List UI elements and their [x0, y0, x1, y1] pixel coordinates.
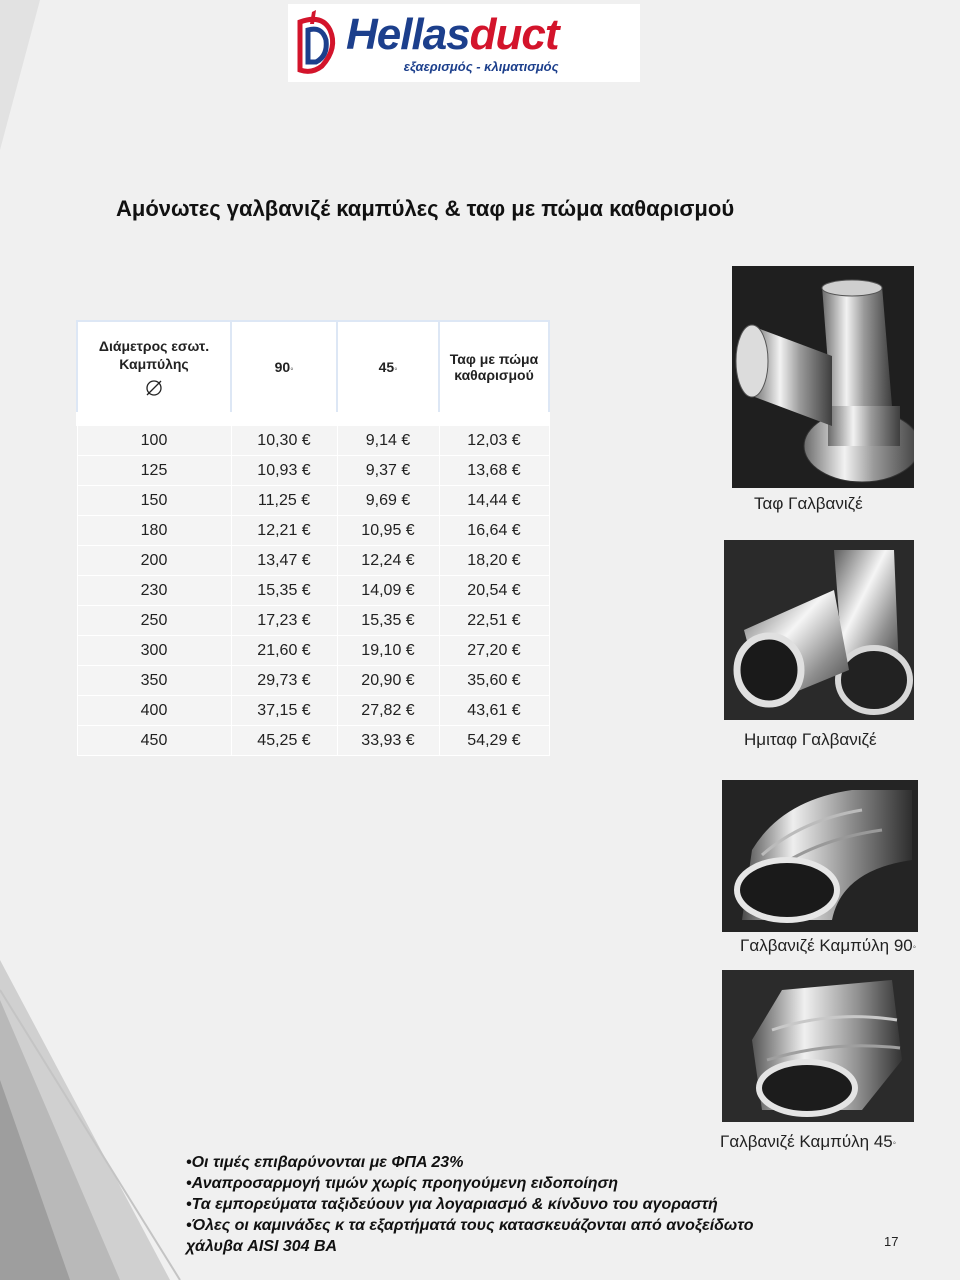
brand-tagline: εξαερισμός - κλιματισμός	[403, 58, 559, 74]
cell-price-tee: 27,20 €	[439, 636, 549, 666]
page-number: 17	[884, 1234, 899, 1249]
table-header-row	[77, 321, 549, 419]
note-item-continuation	[186, 1236, 826, 1257]
cell-price-90: 10,93 €	[231, 456, 337, 486]
price-table	[76, 320, 550, 756]
cell-diameter: 200	[77, 546, 231, 576]
cell-diameter: 400	[77, 696, 231, 726]
header-tee-line1: Ταφ με πώμα	[449, 351, 539, 367]
cell-price-90: 37,15 €	[231, 696, 337, 726]
note-text: χάλυβα AISI 304 BA	[186, 1238, 338, 1255]
cell-price-45: 20,90 €	[337, 666, 439, 696]
cell-diameter: 100	[77, 419, 231, 456]
caption-elbow-45-text: Γαλβανιζέ Καμπύλη 45	[720, 1132, 893, 1151]
cell-price-tee: 18,20 €	[439, 546, 549, 576]
cell-price-90: 29,73 €	[231, 666, 337, 696]
table-row	[77, 726, 549, 756]
header-tee	[439, 321, 549, 419]
caption-elbow-90-text: Γαλβανιζέ Καμπύλη 90	[740, 936, 913, 955]
cell-price-90: 12,21 €	[231, 516, 337, 546]
table-row	[77, 636, 549, 666]
cell-price-tee: 16,64 €	[439, 516, 549, 546]
cell-price-tee: 22,51 €	[439, 606, 549, 636]
note-text: Αναπροσαρμογή τιμών χωρίς προηγούμενη ειδοποίηση	[191, 1175, 618, 1192]
degree-mark: ◦	[912, 941, 916, 952]
logo-mark-icon	[292, 8, 344, 78]
note-text: Όλες οι καμινάδες κ τα εξαρτήματά τους κατασκευάζονται από ανοξείδωτο	[191, 1217, 754, 1234]
table-row	[77, 486, 549, 516]
header-diameter-line1: Διάμετρος εσωτ.	[98, 338, 210, 354]
cell-price-tee: 12,03 €	[439, 419, 549, 456]
caption-elbow-45	[720, 1132, 896, 1152]
cell-price-45: 12,24 €	[337, 546, 439, 576]
brand-name-hellas: Hellas	[346, 9, 470, 59]
cell-diameter: 150	[77, 486, 231, 516]
note-item	[186, 1215, 826, 1236]
page-title: Αμόνωτες γαλβανιζέ καμπύλες & ταφ με πώμα καθαρισμού	[116, 196, 735, 221]
cell-price-45: 33,93 €	[337, 726, 439, 756]
galvanized-elbow-90-photo	[722, 780, 918, 932]
table-row	[77, 546, 549, 576]
cell-price-45: 27,82 €	[337, 696, 439, 726]
note-item	[186, 1152, 826, 1173]
header-90-label: 90	[274, 359, 291, 375]
galvanized-half-tee-photo	[724, 540, 914, 720]
cell-price-tee: 43,61 €	[439, 696, 549, 726]
cell-diameter: 125	[77, 456, 231, 486]
note-text: Οι τιμές επιβαρύνονται με ΦΠΑ 23%	[191, 1154, 464, 1171]
brand-name-duct: duct	[469, 9, 559, 59]
cell-price-tee: 35,60 €	[439, 666, 549, 696]
cell-price-45: 9,14 €	[337, 419, 439, 456]
cell-price-45: 19,10 €	[337, 636, 439, 666]
cell-diameter: 230	[77, 576, 231, 606]
notes-list	[186, 1152, 826, 1257]
galvanized-elbow-45-photo	[722, 970, 914, 1122]
cell-diameter: 450	[77, 726, 231, 756]
degree-mark: ◦	[892, 1137, 896, 1148]
caption-half-tee: Ημιταφ Γαλβανιζέ	[744, 730, 877, 749]
cell-price-45: 10,95 €	[337, 516, 439, 546]
table-row	[77, 419, 549, 456]
table-row	[77, 516, 549, 546]
cell-diameter: 300	[77, 636, 231, 666]
cell-price-tee: 20,54 €	[439, 576, 549, 606]
cell-price-45: 14,09 €	[337, 576, 439, 606]
cell-price-45: 15,35 €	[337, 606, 439, 636]
cell-price-90: 10,30 €	[231, 419, 337, 456]
cell-price-tee: 13,68 €	[439, 456, 549, 486]
table-row	[77, 666, 549, 696]
header-diameter	[77, 321, 231, 419]
cell-price-45: 9,37 €	[337, 456, 439, 486]
header-tee-line2: καθαρισμού	[454, 367, 534, 383]
table-row	[77, 576, 549, 606]
cell-diameter: 250	[77, 606, 231, 636]
hellasduct-logo	[288, 4, 640, 82]
cell-diameter: 350	[77, 666, 231, 696]
cell-diameter: 180	[77, 516, 231, 546]
diameter-icon	[145, 379, 163, 397]
table-row	[77, 606, 549, 636]
cell-price-tee: 14,44 €	[439, 486, 549, 516]
table-row	[77, 696, 549, 726]
header-45	[337, 321, 439, 419]
bullet: •	[186, 1217, 192, 1234]
degree-mark: ◦	[290, 363, 294, 374]
caption-elbow-90	[740, 936, 916, 956]
galvanized-tee-photo	[732, 266, 914, 488]
cell-price-90: 11,25 €	[231, 486, 337, 516]
header-90	[231, 321, 337, 419]
note-item	[186, 1173, 826, 1194]
note-text: Τα εμπορεύματα ταξιδεύουν για λογαριασμό & κίνδυνο του αγοραστή	[191, 1196, 718, 1213]
cell-price-90: 45,25 €	[231, 726, 337, 756]
cell-price-90: 15,35 €	[231, 576, 337, 606]
bullet: •	[186, 1154, 192, 1171]
header-diameter-line2: Καμπύλης	[119, 356, 189, 372]
bullet: •	[186, 1175, 192, 1192]
cell-price-90: 17,23 €	[231, 606, 337, 636]
cell-price-45: 9,69 €	[337, 486, 439, 516]
caption-tee: Ταφ Γαλβανιζέ	[754, 494, 863, 513]
cell-price-tee: 54,29 €	[439, 726, 549, 756]
table-row	[77, 456, 549, 486]
note-item	[186, 1194, 826, 1215]
header-45-label: 45	[378, 359, 395, 375]
degree-mark: ◦	[394, 363, 398, 374]
price-table-body	[77, 419, 549, 756]
cell-price-90: 21,60 €	[231, 636, 337, 666]
cell-price-90: 13,47 €	[231, 546, 337, 576]
bullet: •	[186, 1196, 192, 1213]
